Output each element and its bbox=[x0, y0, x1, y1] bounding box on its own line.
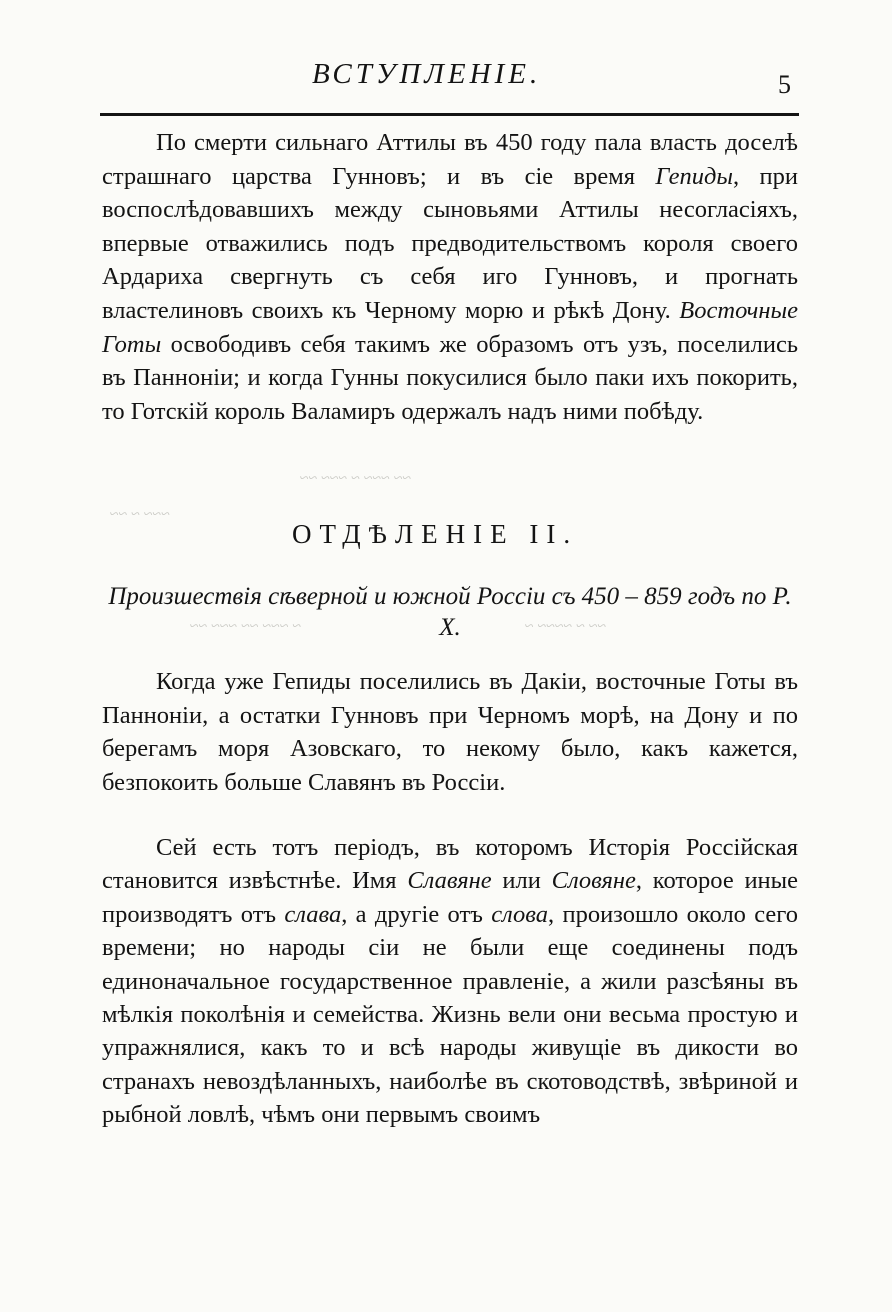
header-rule bbox=[100, 113, 799, 116]
paragraph-1-italic-gepidy: Гепиды bbox=[655, 162, 733, 190]
paragraph-1 bbox=[102, 126, 798, 428]
section-title: ОТДѢЛЕНІЕ II. bbox=[292, 519, 579, 549]
paragraph-1-text-b: , при воспослѣдовавшихъ между сыновьями Аттилы несогласіяхъ, впервые отважились подъ предводительствомъ короля своего Ардариха свергнуть съ себя иго Гунновъ, и прогнать властелиновъ своихъ къ Черному морю и рѣкѣ Дону. bbox=[102, 162, 798, 324]
paragraph-3-italic-slovyane: Словяне bbox=[551, 867, 636, 895]
running-title: ВСТУПЛЕНІЕ. bbox=[312, 58, 542, 90]
paragraph-3-italic-slava: слава bbox=[284, 900, 342, 928]
paragraph-1-italic-goths: Восточные Готы bbox=[102, 296, 798, 358]
section-subtitle: Произшествія сѣверной и южной Россіи съ 450 – 859 годъ по Р. Х. bbox=[108, 583, 792, 641]
paragraph-3-text-b: или bbox=[491, 867, 552, 895]
paragraph-2 bbox=[102, 665, 798, 799]
bleed-through-mark: ~~ ~~~ ~ ~~~ ~~ bbox=[300, 470, 412, 487]
paragraph-1-text-a: По смерти сильнаго Аттилы въ 450 году пала власть доселѣ страшнаго царства Гунновъ; и въ сіе время bbox=[102, 129, 798, 190]
paragraph-3-italic-slova: слова bbox=[491, 900, 549, 928]
paragraph-3-text-c: , которое иные производятъ отъ bbox=[102, 867, 799, 928]
paragraph-2-text: Когда уже Гепиды поселились въ Дакіи, восточные Готы въ Паннонiи, а остатки Гунновъ при Черномъ морѣ, на Дону и по берегамъ моря Азовскаго, то некому было, какъ кажется, безпокоить больше Славянъ въ Россіи. bbox=[102, 668, 798, 796]
paragraph-3-text-e: , произошло около сего времени; но народы сіи не были еще соединены подъ единоначальное государственное правленіе, а жили разсѣяны въ мѣлкія поколѣнія и семейства. Жизнь вели они весьма простую и упражнялися, какъ то и всѣ народы живущіе въ дикости во странахъ невоздѣланныхъ, наиболѣе въ скотоводствѣ, звѣриной и рыбной ловлѣ, чѣмъ они первымъ своимъ bbox=[102, 900, 798, 1129]
paragraph-3-text-a: Сей есть тотъ періодъ, въ которомъ Исторія Россійская становится извѣстнѣе. Имя bbox=[102, 834, 798, 895]
page-number: 5 bbox=[778, 70, 791, 99]
paragraph-3-text-d: , а другіе отъ bbox=[341, 900, 492, 928]
paragraph-3-italic-slavyane: Славяне bbox=[407, 867, 492, 895]
paragraph-1-text-c: освободивъ себя такимъ же образомъ отъ узъ, поселились въ Паннонiи; и когда Гунны покусилися было паки ихъ покорить, то Готскій король Валамиръ одержалъ надъ ними побѣду. bbox=[102, 330, 798, 425]
bleed-through-mark: ~ ~~~ ~~ ~~~ ~~ bbox=[190, 618, 302, 635]
paragraph-3 bbox=[102, 831, 798, 1132]
bleed-through-mark: ~~~ ~ ~~ bbox=[110, 506, 170, 523]
bleed-through-mark: ~~ ~ ~~~~ ~ bbox=[525, 618, 607, 635]
